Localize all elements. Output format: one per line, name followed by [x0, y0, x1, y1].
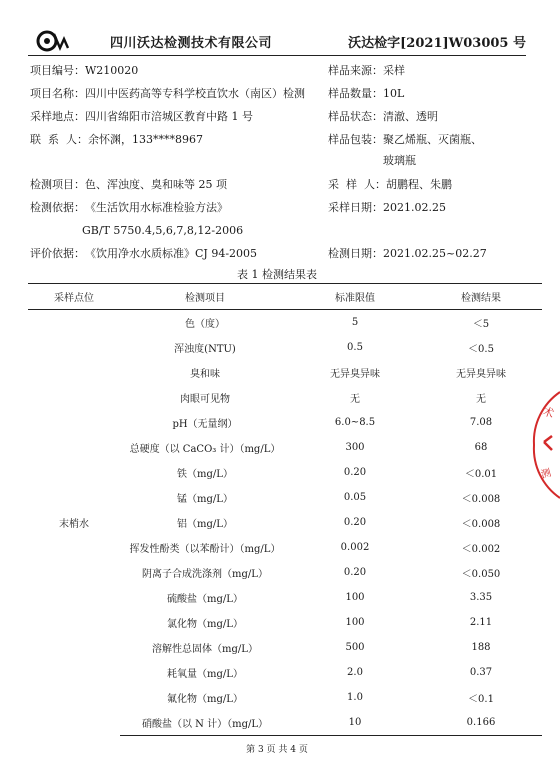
page-number: 第 3 页 共 4 页: [246, 745, 308, 755]
sample-qty-line: 样品数量：10L: [328, 87, 405, 100]
contact-value: 余怀渊，133****8967: [88, 133, 203, 146]
svg-text:术: 术: [540, 404, 556, 421]
test-result-cell: ＜0.050: [461, 569, 501, 580]
table-caption: 表 1 检测结果表: [237, 268, 317, 281]
test-result-cell: 0.166: [420, 710, 542, 736]
test-items-value: 色、浑浊度、臭和味等 25 项: [85, 178, 227, 191]
company-logo-icon: [36, 29, 70, 53]
test-item-cell: 耗氧量（mg/L）: [167, 669, 243, 680]
test-item-cell: 氟化物（mg/L）: [167, 694, 243, 705]
test-items-line: 检测项目：色、浑浊度、臭和味等 25 项: [30, 178, 227, 191]
svg-text:测: 测: [539, 467, 553, 481]
test-item-cell: 挥发性酚类（以苯酚计）（mg/L）: [129, 544, 281, 555]
test-item-cell: 硫酸盐（mg/L）: [167, 594, 243, 605]
standard-limit-cell: 300: [345, 442, 365, 453]
contact-line: 联 系 人：余怀渊，133****8967: [30, 133, 203, 146]
test-basis-line: 检测依据：《生活饮用水标准检验方法》: [30, 201, 228, 214]
test-basis-standard: GB/T 5750.4,5,6,7,8,12-2006: [82, 224, 244, 237]
standard-limit-cell: 0.5: [347, 342, 363, 353]
header-item: 检测项目: [120, 284, 290, 310]
test-result-cell: ＜0.1: [468, 694, 494, 705]
sample-qty-value: 10L: [383, 87, 405, 100]
test-result-cell: ＜0.5: [468, 344, 494, 355]
sampler-line: 采 样 人：胡鹏程、朱鹏: [328, 178, 452, 191]
standard-limit-cell: 6.0~8.5: [334, 417, 376, 428]
sampling-site-cell: 末梢水: [59, 519, 89, 531]
standard-limit-cell: 无异臭异味: [330, 369, 380, 380]
test-result-cell: 3.35: [469, 592, 493, 603]
standard-limit-cell: 5: [351, 317, 359, 328]
sampling-site-line: 采样地点：四川省绵阳市涪城区教育中路 1 号: [30, 110, 253, 123]
test-item-cell: 色（度）: [185, 319, 225, 330]
test-item-cell: 锰（mg/L）: [177, 494, 233, 505]
test-item-cell: 氯化物（mg/L）: [167, 619, 243, 630]
sampler-value: 胡鹏程、朱鹏: [386, 178, 452, 191]
standard-limit-cell: 无: [350, 394, 360, 405]
sample-pack-value: 聚乙烯瓶、灭菌瓶、: [383, 133, 482, 146]
table-body: [28, 310, 542, 736]
standard-limit-cell: 0.20: [343, 517, 367, 528]
project-no-line: 项目编号：W210020: [30, 64, 139, 77]
test-date-value: 2021.02.25~02.27: [383, 247, 487, 260]
project-no-value: W210020: [85, 64, 139, 77]
test-item-cell: 浑浊度(NTU): [174, 344, 236, 355]
project-name-line: 项目名称：四川中医药高等专科学校直饮水（南区）检测: [30, 87, 305, 100]
standard-limit-cell: 0.05: [343, 492, 367, 503]
test-item-cell: 硝酸盐（以 N 计）（mg/L）: [120, 710, 290, 736]
standard-limit-cell: 1.0: [347, 692, 363, 703]
test-item-cell: pH（无量纲）: [172, 419, 238, 430]
sample-source-value: 采样: [383, 64, 405, 77]
test-date-line: 检测日期：2021.02.25~02.27: [328, 247, 487, 260]
sampling-date-value: 2021.02.25: [383, 201, 446, 214]
standard-limit-cell: 500: [345, 642, 365, 653]
test-result-cell: ＜0.01: [464, 469, 498, 480]
test-result-cell: ＜0.008: [461, 519, 501, 530]
table-header: [28, 284, 542, 310]
eval-basis-value: 《饮用净水水质标准》CJ 94-2005: [85, 247, 258, 260]
test-result-cell: ＜5: [472, 319, 490, 330]
standard-limit-cell: 2.0: [347, 667, 363, 678]
test-item-cell: 铝（mg/L）: [177, 519, 233, 530]
page-header: [28, 28, 526, 54]
table-row: [28, 310, 542, 336]
red-stamp-fragment: [530, 390, 560, 500]
header-result: 检测结果: [420, 284, 542, 310]
header-site: 采样点位: [28, 284, 120, 310]
test-result-cell: 7.08: [469, 417, 493, 428]
standard-limit-cell: 10: [290, 710, 420, 736]
test-result-cell: ＜0.008: [461, 494, 501, 505]
test-item-cell: 臭和味: [190, 369, 220, 380]
sample-pack-value-2: 玻璃瓶: [383, 154, 416, 167]
standard-limit-cell: 100: [345, 617, 365, 628]
standard-limit-cell: 100: [345, 592, 365, 603]
test-result-cell: 无: [476, 394, 486, 405]
header-limit: 标准限值: [290, 284, 420, 310]
test-result-cell: 68: [474, 442, 488, 453]
sample-source-line: 样品来源：采样: [328, 64, 405, 77]
document-number: 沃达检字[2021]W03005 号: [348, 36, 526, 51]
sample-pack-line: 样品包装：聚乙烯瓶、灭菌瓶、: [328, 133, 482, 146]
project-name-value: 四川中医药高等专科学校直饮水（南区）检测: [85, 87, 305, 100]
test-item-cell: 阴离子合成洗涤剂（mg/L）: [142, 569, 268, 580]
sampling-date-line: 采样日期：2021.02.25: [328, 201, 446, 214]
sample-state-line: 样品状态：清澈、透明: [328, 110, 438, 123]
sample-state-value: 清澈、透明: [383, 110, 438, 123]
standard-limit-cell: 0.20: [343, 567, 367, 578]
sampling-site-value: 四川省绵阳市涪城区教育中路 1 号: [85, 110, 253, 123]
standard-limit-cell: 0.002: [340, 542, 370, 553]
test-result-cell: 2.11: [469, 617, 493, 628]
eval-basis-line: 评价依据：《饮用净水水质标准》CJ 94-2005: [30, 247, 258, 260]
test-item-cell: 溶解性总固体（mg/L）: [152, 644, 258, 655]
header-divider: [28, 55, 526, 56]
results-table: [28, 283, 542, 736]
test-item-cell: 肉眼可见物: [180, 394, 230, 405]
test-result-cell: 无异臭异味: [456, 369, 506, 380]
company-name: 四川沃达检测技术有限公司: [110, 36, 273, 51]
test-result-cell: 0.37: [469, 667, 493, 678]
test-item-cell: 铁（mg/L）: [177, 469, 233, 480]
standard-limit-cell: 0.20: [343, 467, 367, 478]
test-result-cell: 188: [471, 642, 491, 653]
test-result-cell: ＜0.002: [461, 544, 501, 555]
test-basis-value: 《生活饮用水标准检验方法》: [85, 201, 228, 214]
test-item-cell: 总硬度（以 CaCO₃ 计）（mg/L）: [129, 444, 281, 455]
